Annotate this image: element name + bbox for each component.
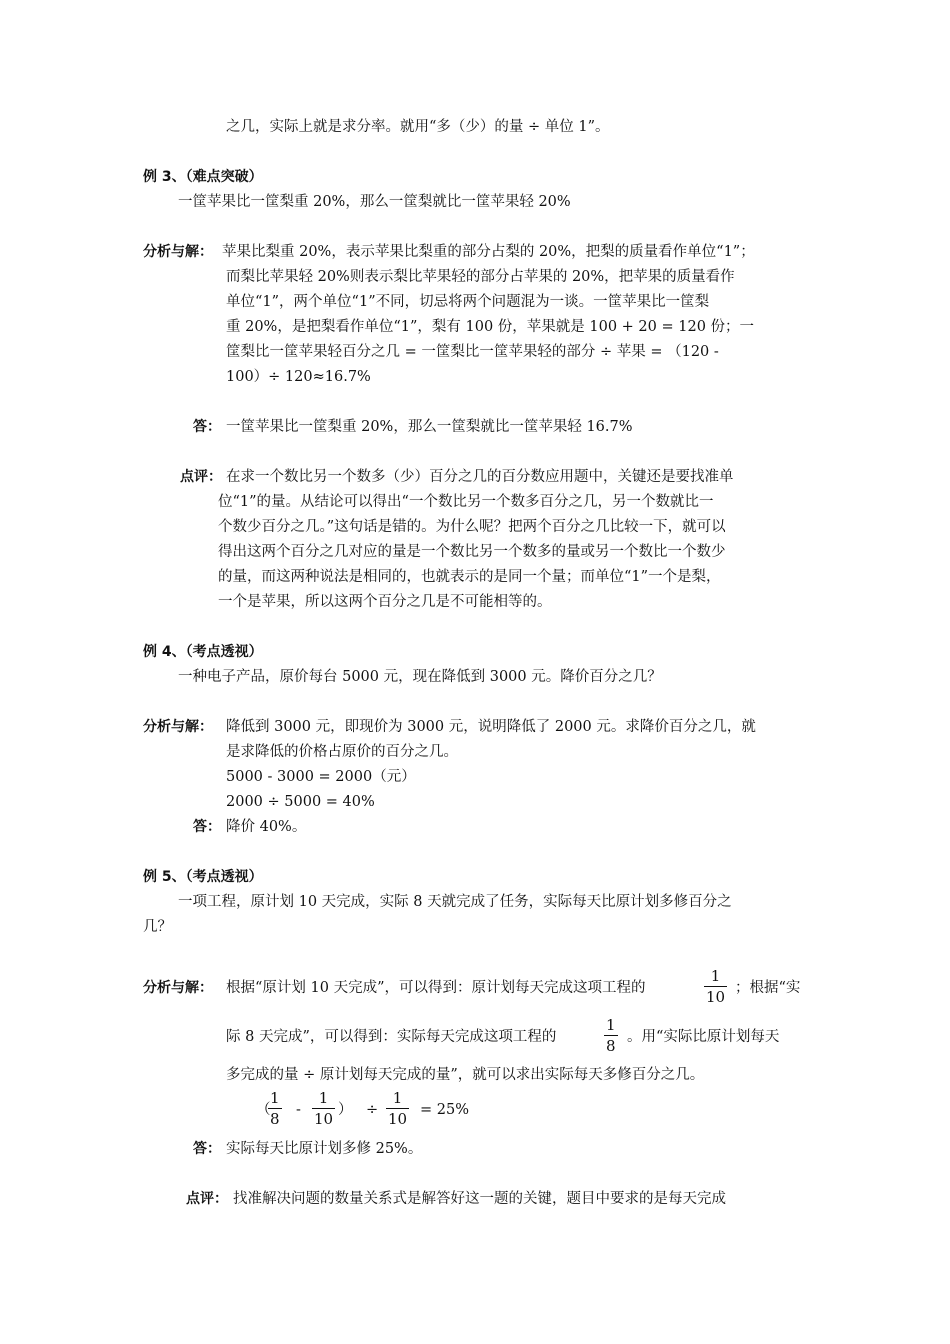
ex3-analysis-label: 分析与解：: [143, 244, 213, 260]
ex5-comment-label: 点评：: [186, 1191, 228, 1207]
ex5-question-line: 一项工程，原计划 10 天完成，实际 8 天就完成了任务，实际每天比原计划多修百分之: [178, 894, 732, 910]
ex3-comment-line: 在求一个数比另一个数多（少）百分之几的百分数应用题中，关键还是要找准单: [226, 469, 734, 485]
ex4-answer-label: 答：: [193, 819, 221, 835]
intro-line: 之几，实际上就是求分率。就用“多（少）的量 ÷ 单位 1”。: [226, 119, 610, 135]
ex4-calc-line: 2000 ÷ 5000 = 40%: [226, 794, 375, 810]
ex4-calc-line: 5000 - 3000 = 2000（元）: [226, 769, 416, 785]
ex3-answer: 一筐苹果比一筐梨重 20%，那么一筐梨就比一筐苹果轻 16.7%: [226, 419, 633, 435]
ex5-analysis-text: ；根据“实: [735, 980, 801, 996]
fraction-numerator: 1: [270, 1089, 280, 1107]
ex3-answer-label: 答：: [193, 419, 221, 435]
ex5-question-line: 几？: [143, 919, 172, 935]
ex4-heading: 例 4、（考点透视）: [143, 644, 263, 660]
fraction-one-eighth: [268, 1088, 282, 1129]
fraction-numerator: 1: [606, 1016, 616, 1034]
ex3-analysis-line: 而梨比苹果轻 20%则表示梨比苹果轻的部分占苹果的 20%，把苹果的质量看作: [226, 269, 735, 285]
formula-open-paren: （: [256, 1102, 271, 1118]
ex5-answer-label: 答：: [193, 1141, 221, 1157]
fraction-denominator: 10: [314, 1110, 334, 1128]
fraction-one-tenth: [704, 966, 727, 1007]
ex4-analysis-label: 分析与解：: [143, 719, 213, 735]
fraction-numerator: 1: [710, 967, 721, 985]
ex5-analysis-text: 多完成的量 ÷ 原计划每天完成的量”，就可以求出实际每天多修百分之几。: [226, 1067, 705, 1083]
fraction-numerator: 1: [392, 1089, 403, 1107]
ex3-analysis-line: 100）÷ 120≈16.7%: [226, 369, 371, 385]
ex5-analysis-text: 际 8 天完成”，可以得到：实际每天完成这项工程的: [226, 1029, 557, 1045]
ex5-analysis-label: 分析与解：: [143, 980, 213, 996]
fraction-one-eighth: [604, 1015, 618, 1056]
ex3-comment-line: 的量，而这两种说法是相同的，也就表示的是同一个量；而单位“1”一个是梨，: [218, 569, 721, 585]
formula-result: = 25%: [420, 1102, 469, 1118]
fraction-denominator: 10: [706, 988, 726, 1006]
fraction-numerator: 1: [318, 1089, 329, 1107]
ex3-comment-line: 得出这两个百分之几对应的量是一个数比另一个数多的量或另一个数比一个数少: [218, 544, 726, 560]
ex5-heading: 例 5、（考点透视）: [143, 869, 263, 885]
ex3-comment-label: 点评：: [180, 469, 222, 485]
fraction-one-tenth: [312, 1088, 335, 1129]
ex3-comment-line: 位“1”的量。从结论可以得出“一个数比另一个数多百分之几，另一个数就比一: [218, 494, 714, 510]
ex4-analysis-line: 降低到 3000 元，即现价为 3000 元，说明降低了 2000 元。求降价百分之几，就: [226, 719, 756, 735]
ex3-comment-line: 一个是苹果，所以这两个百分之几是不可能相等的。: [218, 594, 552, 610]
fraction-denominator: 10: [388, 1110, 408, 1128]
ex4-question: 一种电子产品，原价每台 5000 元，现在降低到 3000 元。降价百分之几？: [178, 669, 662, 685]
ex3-heading: 例 3、（难点突破）: [143, 169, 263, 185]
fraction-denominator: 8: [270, 1110, 280, 1128]
ex5-comment-line: 找准解决问题的数量关系式是解答好这一题的关键，题目中要求的是每天完成: [233, 1191, 726, 1207]
ex5-analysis-text: 。用“实际比原计划每天: [627, 1029, 780, 1045]
ex3-analysis-line: 筐梨比一筐苹果轻百分之几 = 一筐梨比一筐苹果轻的部分 ÷ 苹果 = （120 -: [226, 344, 719, 360]
ex5-answer: 实际每天比原计划多修 25%。: [226, 1141, 423, 1157]
formula-divide: ÷: [366, 1102, 379, 1118]
ex3-question: 一筐苹果比一筐梨重 20%，那么一筐梨就比一筐苹果轻 20%: [178, 194, 571, 210]
fraction-denominator: 8: [606, 1037, 616, 1055]
fraction-one-tenth: [386, 1088, 409, 1129]
formula-close-paren: ）: [338, 1102, 353, 1118]
formula-minus: -: [296, 1102, 301, 1118]
ex3-comment-line: 个数少百分之几。”这句话是错的。为什么呢？把两个百分之几比较一下，就可以: [218, 519, 726, 535]
ex4-analysis-line: 是求降低的价格占原价的百分之几。: [226, 744, 458, 760]
ex3-analysis-line: 单位“1”，两个单位“1”不同，切忌将两个问题混为一谈。一筐苹果比一筐梨: [226, 294, 710, 310]
ex3-analysis-line: 重 20%，是把梨看作单位“1”，梨有 100 份，苹果就是 100 + 20 = 120 份；一: [226, 319, 755, 335]
ex4-answer: 降价 40%。: [226, 819, 307, 835]
ex5-analysis-text: 根据“原计划 10 天完成”，可以得到：原计划每天完成这项工程的: [226, 980, 646, 996]
ex3-analysis-line: 苹果比梨重 20%，表示苹果比梨重的部分占梨的 20%，把梨的质量看作单位“1”；: [222, 244, 755, 260]
